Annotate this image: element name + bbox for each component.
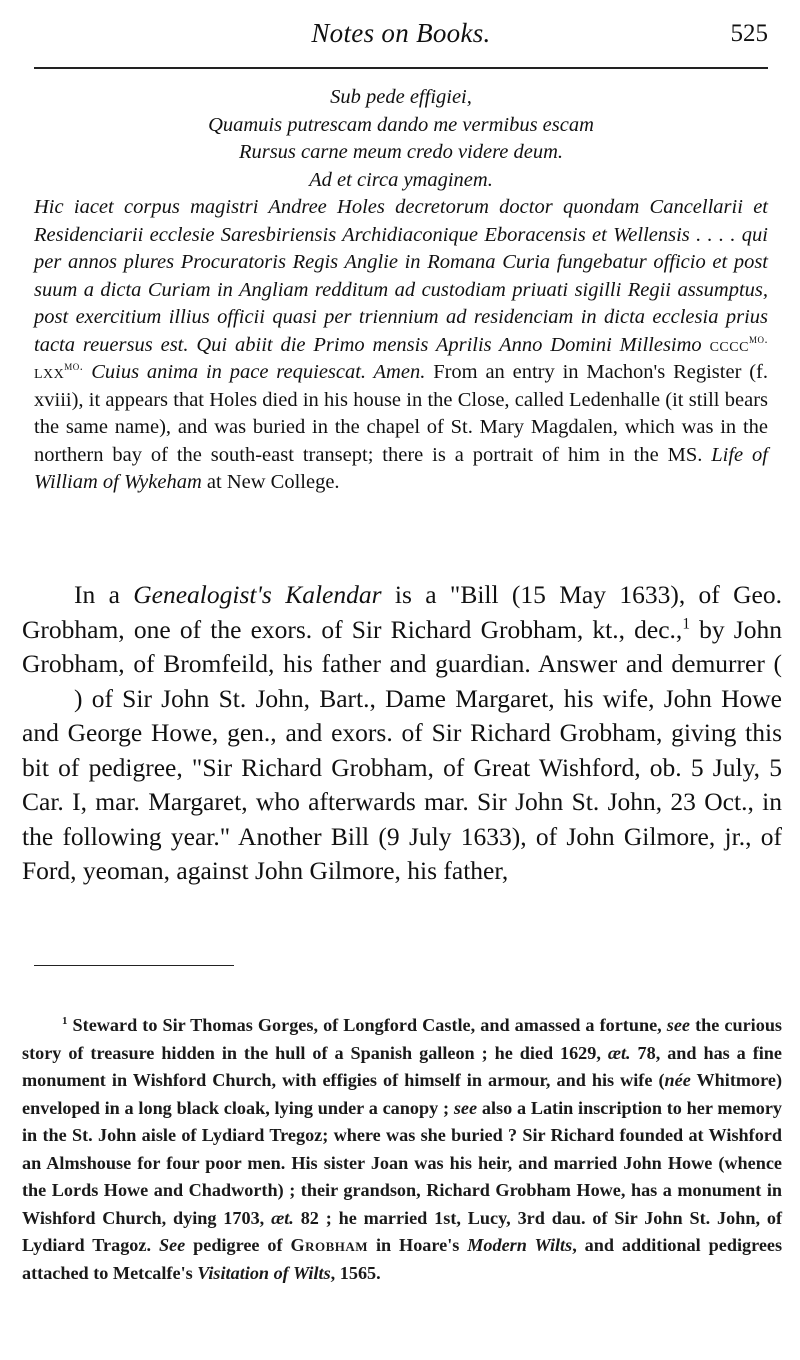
footnote-marker: 1 xyxy=(62,1014,68,1027)
epitaph-block xyxy=(34,84,768,497)
verse-line: Quamuis putrescam dando me vermibus escam xyxy=(208,113,594,136)
book-title-visitation: Visitation of Wilts xyxy=(197,1262,331,1283)
verse-line: Rursus carne meum credo videre deum. xyxy=(238,141,564,163)
footnote-rule xyxy=(34,965,234,966)
page-header xyxy=(34,18,768,58)
main-paragraph: In a Genealogist's Kalendar is a "Bill (15 May 1633), of Geo. Grobham, one of the exors. of Sir Richard Grobham, kt., dec.,$^1$ by John Grobham, of Bromfeild, his father and guardian. Answer and demurrer () of Sir John St. John, Bart., Dame Margaret, his wife, John Howe and George Howe, gen., and exors. of Sir Richard Grobham, giving this bit of pedigree, "Sir Richard Grobham, of Great Wishford, ob. 5 July, 5 Car. I, mar. Margaret, who afterwards mar. Sir John St. John, 23 Oct., in the following year." Another Bill (9 July 1633), of John Gilmore, jr., of Ford, yeoman, against John Gilmore, his father, xyxy=(22,580,782,885)
footnote-reference: 1 xyxy=(682,615,690,632)
surname-grobham: Grobham xyxy=(290,1235,369,1255)
book-title-wykeham: Life of William of Wykeham xyxy=(34,443,769,493)
book-title-modern-wilts: Modern Wilts xyxy=(467,1235,573,1255)
epitaph-prose xyxy=(34,194,768,497)
book-title-kalendar: Genealogist's Kalendar xyxy=(133,580,382,609)
page-number: 525 xyxy=(730,20,768,47)
latin-ending: Cuius anima in pace requiescat. Amen. xyxy=(91,361,426,383)
header-rule xyxy=(34,67,768,69)
epitaph-verse xyxy=(34,84,768,194)
running-title: Notes on Books. xyxy=(311,18,491,48)
verse-line: Ad et circa ymaginem. xyxy=(309,168,493,191)
english-note-end: at New College. xyxy=(206,471,340,493)
latin-year: cccc$^{mo.}$ lxx$^{mo.}$ xyxy=(34,331,769,383)
footnote: $^1$ Steward to Sir Thomas Gorges, of Longford Castle, and amassed a fortune, see the curious story of treasure hidden in the hull of a Spanish galleon ; he died 1629, æt. 78, and has a fine monument in Wishford Church, with effigies of himself in armour, and his wife (née Whitmore) enveloped in a long black cloak, lying under a canopy ; see also a Latin inscription to her memory in the St. John aisle of Lydiard Tregoz; where was she buried ? Sir Richard founded at Wishford an Almshouse for four poor men. His sister Joan was his heir, and married John Howe (whence the Lords Howe and Chadworth) ; their grandson, Richard Grobham Howe, has a monument in Wishford Church, dying 1703, æt. 82 ; he married 1st, Lucy, 3rd dau. of Sir John St. John, of Lydiard Tragoz. See pedigree of Grobham in Hoare's Modern Wilts, and additional pedigrees attached to Metcalfe's Visitation of Wilts, 1565. xyxy=(22,1014,783,1283)
verse-line: Sub pede effigiei, xyxy=(330,86,472,108)
english-note: From an entry in Machon's Register (f. xviii), it appears that Holes died in his house in the Close, called Ledenhalle (it still bears the same name), and was buried in the chapel of St. Mary Magdalen, which was in the northern bay of the south-east transept; there is a portrait of him in the MS. xyxy=(34,361,769,466)
latin-inscription: Hic iacet corpus magistri Andree Holes decretorum doctor quondam Cancellarii et Residenciarii ecclesie Saresbiriensis Archidiaconique Eboracensis et Wellensis . . . . qui per annos plures Procuratoris Regis Anglie in Romana Curia fungebatur officio et post suum a dicta Curiam in Angliam redditum ad custodiam priuati sigilli Regii assumptus, post exercitium illius officii quasi per triennium ad residenciam in dicta ecclesia prius tacta reuersus est. Qui abiit die Primo mensis Aprilis Anno Domini Millesimo xyxy=(34,196,768,356)
